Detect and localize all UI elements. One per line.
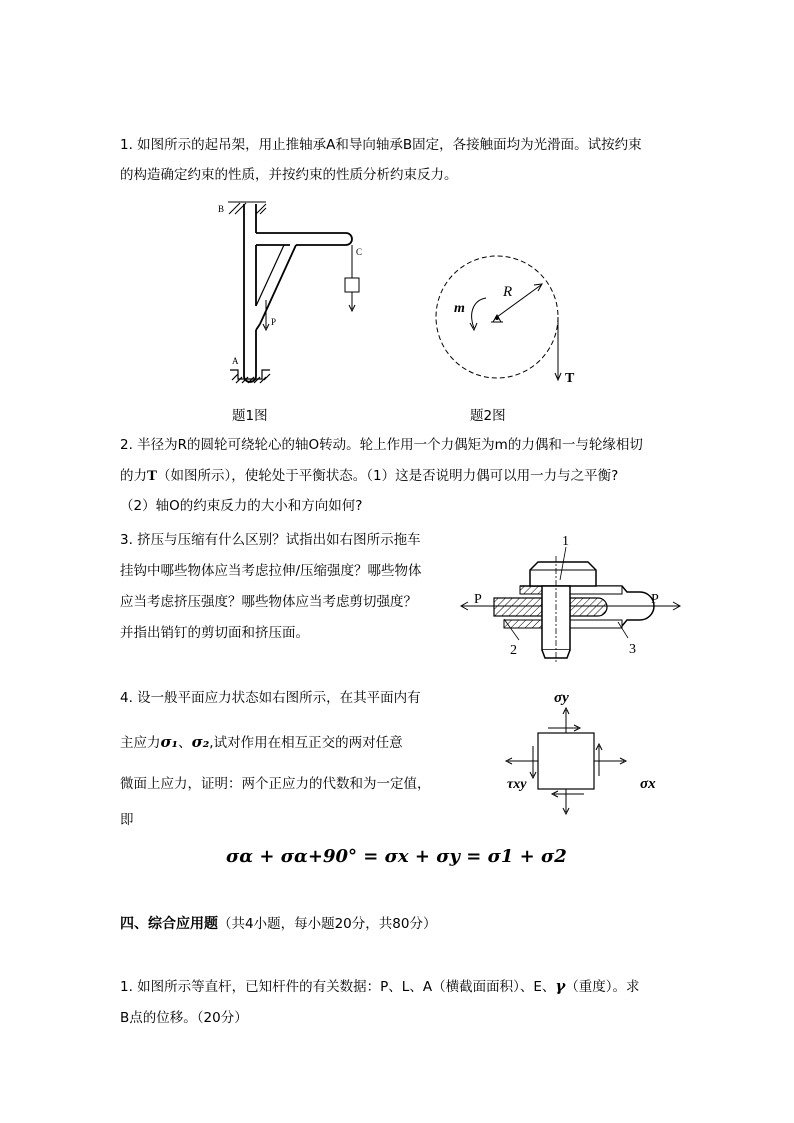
label-p: P [271, 317, 277, 327]
stress-arrows [506, 708, 626, 814]
q2-line-3: （2）轴O的约束反力的大小和方向如何? [120, 498, 363, 514]
label-p-left: P [474, 592, 482, 607]
sigma-2: σ₂ [191, 733, 210, 751]
figure-2-caption: 题2图 [470, 408, 506, 424]
sigma-1: σ₁ [160, 733, 179, 751]
q3-line-2: 挂钩中哪些物体应当考虑拉伸/压缩强度？哪些物体 [120, 563, 422, 579]
figure-1-caption: 题1图 [232, 408, 268, 424]
p1-gamma: γ [555, 977, 566, 995]
section-4-note: （共4小题，每小题20分，共80分） [218, 916, 437, 932]
label-1: 1 [562, 534, 569, 549]
label-3: 3 [629, 642, 636, 657]
q2-force-t: T [147, 468, 158, 484]
label-r: R [503, 284, 513, 300]
q1-line-1: 1. 如图所示的起吊架，用止推轴承A和导向轴承B固定，各接触面均为光滑面。试按约束 [120, 137, 642, 153]
p1-line-1-start: 1. 如图所示等直杆，已知杆件的有关数据：P、L、A（横截面面积）、E、 [120, 979, 556, 995]
label-sigma-x: σx [640, 776, 656, 792]
q3-line-1: 3. 挤压与压缩有什么区别？试指出如右图所示拖车 [120, 532, 421, 548]
q3-line-3: 应当考虑挤压强度？哪些物体应当考虑剪切强度？ [120, 594, 417, 610]
label-tau-xy: τxy [507, 777, 527, 792]
section-4-title: 四、综合应用题 [120, 916, 218, 932]
q4-line-2-start: 主应力 [120, 735, 161, 751]
label-p-right: P [651, 592, 659, 607]
q2-line-1: 2. 半径为R的圆轮可绕轮心的轴O转动。轮上作用一个力偶矩为m的力偶和一与轮缘相切 [120, 437, 643, 453]
q4-line-2-end: ,试对作用在相互正交的两对任意 [209, 735, 403, 751]
p1-line-1-end: （重度）。求 [565, 979, 640, 995]
q2-line-2-start: 的力 [120, 468, 147, 484]
label-m: m [454, 301, 465, 316]
label-c: C [356, 247, 363, 257]
label-2: 2 [510, 643, 517, 658]
q4-formula: σα + σα+90° = σx + σy = σ1 + σ2 [226, 846, 567, 867]
stress-square [538, 733, 594, 789]
q4-separator: 、 [178, 735, 192, 751]
label-b: B [218, 204, 225, 214]
label-a: A [232, 356, 239, 366]
p1-line-1 [120, 977, 640, 996]
p1-line-2: B点的位移。（20分） [120, 1010, 248, 1026]
q4-line-3: 微面上应力，证明：两个正应力的代数和为一定值， [120, 776, 431, 792]
q4-line-1: 4. 设一般平面应力状态如右图所示，在其平面内有 [120, 690, 421, 706]
label-t: T [565, 371, 575, 386]
q1-line-2: 的构造确定约束的性质，并按约束的性质分析约束反力。 [120, 167, 458, 183]
q4-line-4: 即 [120, 812, 134, 828]
q2-line-2-end: （如图所示），使轮处于平衡状态。（1）这是否说明力偶可以用一力与之平衡? [157, 468, 619, 484]
section-4-heading [120, 915, 436, 933]
q3-line-4: 并指出销钉的剪切面和挤压面。 [120, 625, 309, 641]
label-sigma-y: σy [554, 690, 569, 706]
